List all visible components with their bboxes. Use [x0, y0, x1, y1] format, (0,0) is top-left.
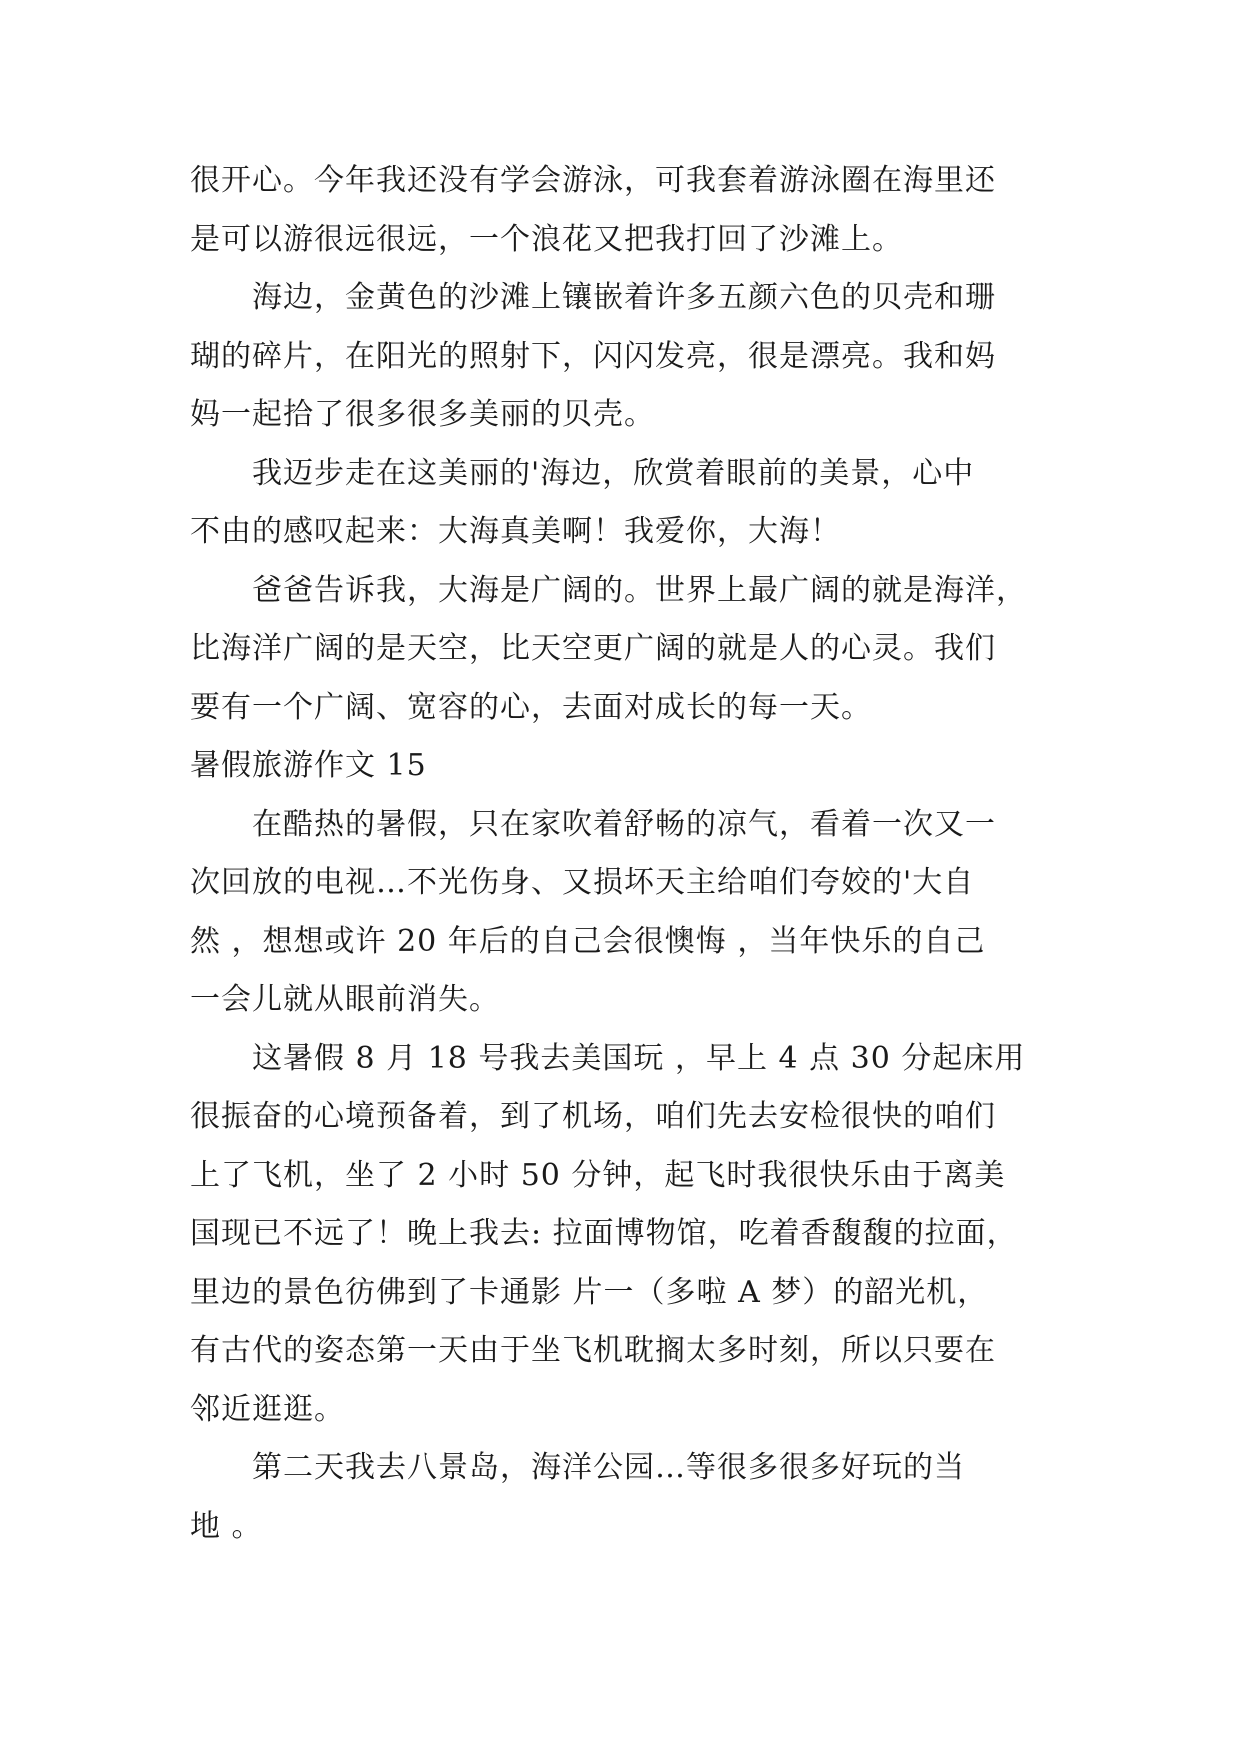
text-line-9: 比海洋广阔的是天空，比天空更广阔的就是人的心灵。我们	[190, 631, 996, 666]
text-line-7: 不由的感叹起来：大海真美啊！我爱你，大海！	[190, 514, 841, 549]
text-line-22: 邻近逛逛。	[190, 1391, 345, 1427]
text-line-3: 海边，金黄色的沙滩上镶嵌着许多五颜六色的贝壳和珊	[252, 280, 996, 315]
text-line-8: 爸爸告诉我，大海是广阔的。世界上最广阔的就是海洋，	[252, 572, 1027, 608]
text-line-17: 很振奋的心境预备着，到了机场，咱们先去安检很快的咱们	[190, 1099, 996, 1134]
text-line-1: 很开心。今年我还没有学会游泳，可我套着游泳圈在海里还	[190, 163, 996, 198]
text-line-10: 要有一个广阔、宽容的心，去面对成长的每一天。	[190, 689, 872, 725]
text-line-14: 然 ，想想或许 20 年后的自己会很懊悔 ，当年快乐的自己	[190, 923, 986, 959]
text-line-24: 地 。	[190, 1508, 263, 1544]
text-line-4: 瑚的碎片，在阳光的照射下，闪闪发亮，很是漂亮。我和妈	[190, 338, 996, 374]
text-line-13: 次回放的电视…不光伤身、又损坏天主给咱们夸姣的'大自	[190, 865, 975, 900]
text-line-21: 有古代的姿态第一天由于坐飞机耽搁太多时刻，所以只要在	[190, 1333, 996, 1368]
text-line-15: 一会儿就从眼前消失。	[190, 982, 500, 1017]
text-line-5: 妈一起拾了很多很多美丽的贝壳。	[190, 397, 655, 432]
text-line-16: 这暑假 8 月 18 号我去美国玩 ，早上 4 点 30 分起床用	[252, 1040, 1026, 1076]
text-line-6: 我迈步走在这美丽的'海边，欣赏着眼前的美景，心中	[252, 455, 975, 491]
section-heading: 暑假旅游作文 15	[190, 748, 427, 783]
text-line-12: 在酷热的暑假，只在家吹着舒畅的凉气，看着一次又一	[252, 806, 996, 842]
text-line-20: 里边的景色彷佛到了卡通影 片一（多啦 A 梦）的韶光机，	[190, 1274, 989, 1310]
text-line-23: 第二天我去八景岛，海洋公园…等很多很多好玩的当	[252, 1450, 965, 1485]
text-line-18: 上了飞机，坐了 2 小时 50 分钟，起飞时我很快乐由于离美	[190, 1157, 1006, 1193]
text-line-19: 国现已不远了！晚上我去: 拉面博物馆，吃着香馥馥的拉面，	[190, 1216, 1018, 1251]
essay-body	[190, 152, 1056, 1556]
text-line-2: 是可以游很远很远，一个浪花又把我打回了沙滩上。	[190, 221, 903, 257]
